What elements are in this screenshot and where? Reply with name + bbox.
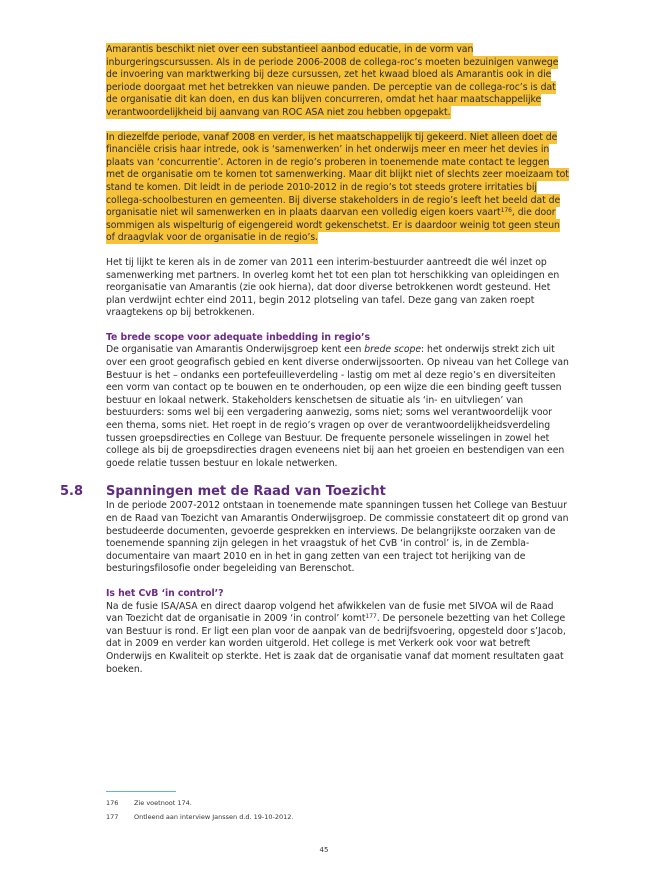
section-title: Spanningen met de Raad van Toezicht (106, 484, 386, 500)
text-part-a: Na de fusie ISA/ASA en direct daarop volgend het afwikkelen van de fusie met SIVOA wil de Raad van Toezicht dat de organisatie in 2009 ‘in control’ komt (106, 600, 554, 625)
page-content (60, 44, 570, 676)
text-part-b: . De personele bezetting van het College van Bestuur is rond. Er ligt een plan voor de aanpak van de bedrijfsvoering, opgesteld door s’Jacob, dat in 2009 en verder kan worden uitgerold. Het college is met Verkerk ook voor wat betreft Onderwijs en Kwaliteit op sterkte. Het is zaak dat de organisatie vanaf dat moment resultaten gaat boeken. (106, 613, 566, 675)
highlighted-paragraph-1 (106, 44, 570, 120)
page-number: 45 (319, 846, 329, 854)
text-post: : het onderwijs strekt zich uit over een groot geografisch gebied en kent diverse onderwijssoorten. Op niveau van het College van Bestuur is het – ondanks een portefeuilleverdeling - lastig om met al deze regio’s en diversiteiten een vorm van contact op te bouwen en te onderhouden, op een wijze die een binding geeft tussen bestuur en lokaal netwerk. Stakeholders kenschetsen de situatie als ‘in- en uitvliegen’ van bestuurders: soms wel bij een vergadering aanwezig, soms niet; soms wel verantwoordelijk voor een thema, soms niet. Het roept in de regio’s vragen op over de verantwoordelijkheidsverdeling tussen groepsdirecties en College van Bestuur. De frequente personele wisselingen in zowel het college als bij de groepsdirecties dragen eveneens niet bij aan het groeien en bestendigen van een goede relatie tussen bestuur en lokale netwerken. (106, 344, 569, 469)
footnote-divider (106, 791, 176, 792)
footnote-number: 177 (106, 813, 119, 821)
highlighted-paragraph-2 (106, 132, 570, 245)
paragraph-in-control (106, 601, 570, 677)
highlight-text-part-a: In diezelfde periode, vanaf 2008 en verder, is het maatschappelijk tij gekeerd. Niet alleen doet de financiële crisis haar intrede, ook is ‘samenwerken’ in het onderwijs meer en meer het devies in plaats van ‘concurrentie’. Actoren in de regio’s proberen in toenemende mate contact te leggen met de organisatie om te komen tot samenwerking. Maar dit blijkt niet of slechts zeer moeizaam tot stand te komen. Dit leidt in de periode 2010-2012 in de regio’s tot steeds grotere irritaties bij collega-schoolbesturen en gemeenten. Bij diverse stakeholders in de regio’s leeft het beeld dat de organisatie niet wil samenwerken en in plaats daarvan een volledig eigen koers vaart (106, 131, 569, 219)
footnote-number: 176 (106, 799, 119, 807)
footnote-ref-176[interactable]: 176 (500, 207, 512, 215)
paragraph-interim-bestuurder: Het tij lijkt te keren als in de zomer van 2011 een interim-bestuurder aantreedt die wél inzet op samenwerking met partners. In overleg komt het tot een plan tot herschikking van opleidingen en reorganisatie van Amarantis (zie ook hierna), dat door diverse betrokkenen wordt gesteund. Het plan verdwijnt echter eind 2011, begin 2012 plotseling van tafel. Deze gang van zaken roept vraagtekens op bij betrokkenen. (106, 256, 560, 319)
text-pre: De organisatie van Amarantis Onderwijsgroep kent een (106, 344, 365, 356)
footnote-text: Zie voetnoot 174. (134, 799, 192, 807)
highlight-text-part-b: , die door sommigen als wispelturig of eigengereid wordt gekenschetst. Er is daardoor weinig tot geen steun of draagvlak voor de organisatie in de regio’s. (106, 207, 560, 244)
highlight-text (106, 131, 569, 245)
subheading-brede-scope: Te brede scope voor adequate inbedding in regio’s (106, 331, 370, 343)
paragraph-spanningen: In de periode 2007-2012 ontstaan in toenemende mate spanningen tussen het College van Bestuur en de Raad van Toezicht van Amarantis Onderwijsgroep. De commissie constateert dit op grond van bestudeerde documenten, gevoerde gesprekken en interviews. De belangrijkste oorzaken van de toenemende spanning zijn gelegen in het vraagstuk of het CvB ‘in control’ is, in de Zembla-documentaire van maart 2010 en in het in gang zetten van een traject tot herijking van de besturingsfilosofie onder begeleiding van Berenschot. (106, 500, 569, 575)
text-emphasis: brede scope (364, 344, 421, 356)
footnote-176 (106, 799, 192, 807)
subheading-in-control: Is het CvB ‘in control’? (106, 587, 224, 599)
footnote-ref-177[interactable]: 177 (365, 613, 377, 621)
footnote-text: Ontleend aan interview Janssen d.d. 19-10-2012. (134, 813, 294, 821)
paragraph-brede-scope (106, 344, 570, 470)
section-5-8 (60, 484, 570, 500)
footnote-177 (106, 813, 294, 821)
highlight-text: Amarantis beschikt niet over een substantieel aanbod educatie, in de vorm van inburgeringscursussen. Als in de periode 2006-2008 de collega-roc’s moeten bezuinigen vanwege de invoering van marktwerking bij deze cursussen, zet het kwaad bloed als Amarantis ook in die periode doorgaat met het betrekken van nieuwe panden. De perceptie van de collega-roc’s is dat de organisatie dit kan doen, en dus kan blijven concurreren, omdat het haar maatschappelijke verantwoordelijkheid bij aanvang van ROC ASA niet zou hebben opgepakt. (106, 44, 559, 118)
section-number: 5.8 (60, 484, 84, 500)
